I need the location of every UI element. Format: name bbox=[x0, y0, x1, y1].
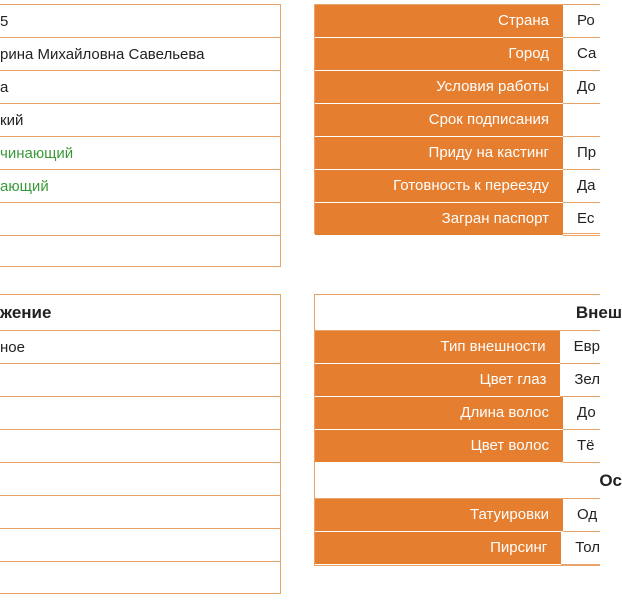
row-label: Готовность к переезду bbox=[315, 170, 563, 203]
row-label: Татуировки bbox=[315, 499, 563, 532]
row-value: Од bbox=[563, 499, 600, 532]
table-row-passport bbox=[315, 203, 600, 236]
table-row-work-conditions bbox=[315, 71, 600, 104]
info-row-level: чинающий bbox=[0, 137, 280, 170]
row-value: До bbox=[563, 397, 600, 430]
table-row-casting bbox=[315, 137, 600, 170]
list-item bbox=[0, 397, 280, 430]
row-value: Тол bbox=[561, 532, 600, 565]
row-value: Евр bbox=[560, 331, 600, 364]
row-label: Приду на кастинг bbox=[315, 137, 563, 170]
row-label: Страна bbox=[315, 5, 563, 38]
row-value: Са bbox=[563, 38, 600, 71]
table-row-hair-color bbox=[315, 430, 600, 463]
row-value: До bbox=[563, 71, 600, 104]
table-row-signing-term bbox=[315, 104, 600, 137]
row-label: Город bbox=[315, 38, 563, 71]
row-label: Загран паспорт bbox=[315, 203, 563, 236]
row-value: Пр bbox=[563, 137, 600, 170]
list-item: ное bbox=[0, 331, 280, 364]
row-label: Цвет волос bbox=[315, 430, 563, 463]
row-value: Тё bbox=[563, 430, 600, 463]
row-value bbox=[563, 104, 600, 137]
personal-info-panel bbox=[0, 4, 281, 267]
row-label: Длина волос bbox=[315, 397, 563, 430]
table-row-piercing bbox=[315, 532, 600, 565]
table-row-eye-color bbox=[315, 364, 600, 397]
info-row: 5 bbox=[0, 5, 280, 38]
info-row: а bbox=[0, 71, 280, 104]
list-item bbox=[0, 562, 280, 595]
info-row bbox=[0, 236, 280, 269]
row-value: Зел bbox=[560, 364, 600, 397]
row-value: Ро bbox=[563, 5, 600, 38]
row-label: Пирсинг bbox=[315, 532, 561, 565]
section-subheader: Ос bbox=[315, 463, 600, 499]
panel-header: Внеш bbox=[315, 295, 600, 331]
info-row-name: рина Михайловна Савельева bbox=[0, 38, 280, 71]
appearance-panel bbox=[314, 294, 622, 566]
row-label: Цвет глаз bbox=[315, 364, 560, 397]
row-label: Условия работы bbox=[315, 71, 563, 104]
table-row-relocation bbox=[315, 170, 600, 203]
info-row bbox=[0, 203, 280, 236]
row-value: Ес bbox=[563, 203, 600, 236]
table-row-appearance-type bbox=[315, 331, 600, 364]
list-item bbox=[0, 430, 280, 463]
list-item bbox=[0, 496, 280, 529]
row-label: Срок подписания bbox=[315, 104, 563, 137]
list-item bbox=[0, 364, 280, 397]
list-item bbox=[0, 529, 280, 562]
table-row-tattoos bbox=[315, 499, 600, 532]
work-conditions-panel bbox=[314, 4, 600, 234]
table-row-city bbox=[315, 38, 600, 71]
row-value: Да bbox=[563, 170, 600, 203]
table-row-hair-length bbox=[315, 397, 600, 430]
table-row-country bbox=[315, 5, 600, 38]
info-row-level: ающий bbox=[0, 170, 280, 203]
info-row: кий bbox=[0, 104, 280, 137]
list-item bbox=[0, 463, 280, 496]
row-label: Тип внешности bbox=[315, 331, 560, 364]
education-panel bbox=[0, 294, 281, 594]
panel-header: жение bbox=[0, 295, 280, 331]
